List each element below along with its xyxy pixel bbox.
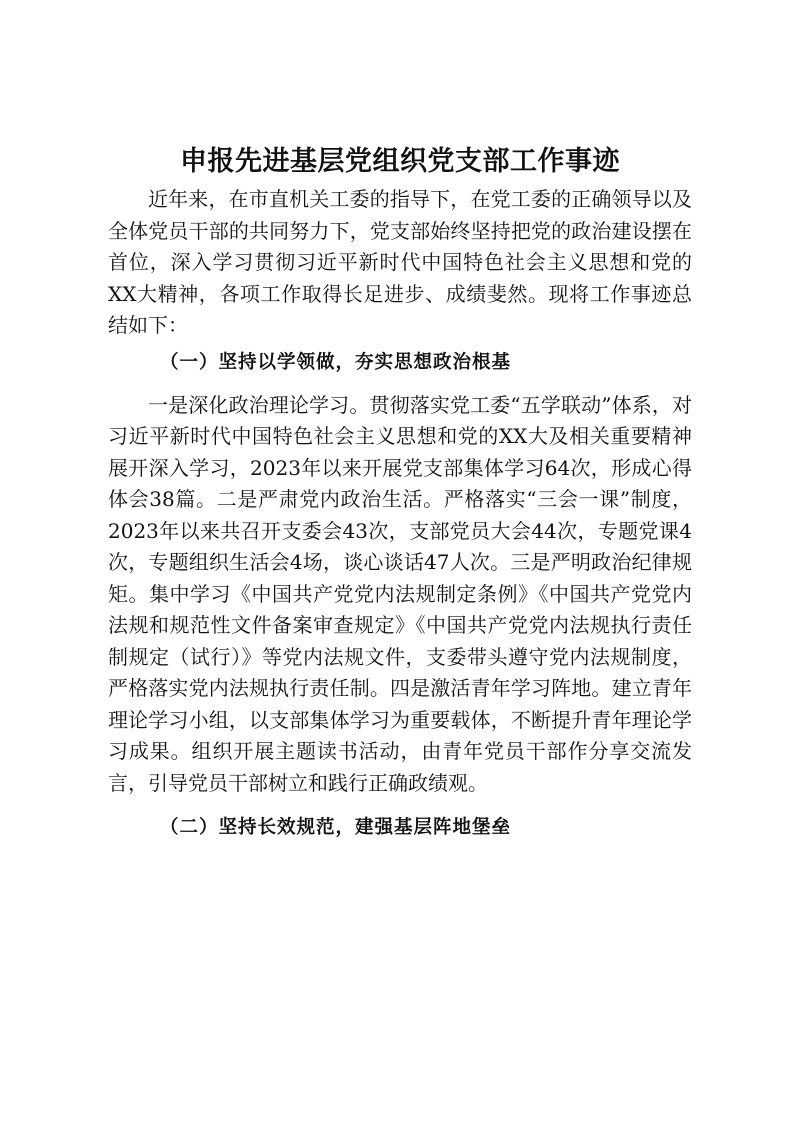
section-2-heading: （二）坚持长效规范，建强基层阵地堡垒 bbox=[160, 817, 512, 838]
document-title: 申报先进基层党组织党支部工作事迹 bbox=[180, 146, 620, 177]
section-1-body: 一是深化政治理论学习。贯彻落实党工委“五学联动”体系，对习近平新时代中国特色社会主义思想和党的XX大及相关重要精神展开深入学习，2023年以来开展党支部集体学习64次，形成心得体会38篇。二是严肃党内政治生活。严格落实“三会一课”制度，2023年以来共召开支委会43次，支部党员大会44次，专题党课4次，专题组织生活会4场，谈心谈话47人次。三是严明政治纪律规矩。集中学习《中国共产党党内法规制定条例》《中国共产党党内法规和规范性文件备案审查规定》《中国共产党党内法规执行责任制规定（试行）》等党内法规文件，支委带头遵守党内法规制度，严格落实党内法规执行责任制。四是激活青年学习阵地。建立青年理论学习小组，以支部集体学习为重要载体，不断提升青年理论学习成果。组织开展主题读书活动，由青年党员干部作分享交流发言，引导党员干部树立和践行正确政绩观。 bbox=[108, 392, 692, 795]
intro-paragraph: 近年来，在市直机关工委的指导下，在党工委的正确领导以及全体党员干部的共同努力下，党支部始终坚持把党的政治建设摆在首位，深入学习贯彻习近平新时代中国特色社会主义思想和党的XX大精神，各项工作取得长足进步、成绩斐然。现将工作事迹总结如下： bbox=[108, 187, 692, 337]
document-page bbox=[108, 142, 692, 855]
section-1-heading: （一）坚持以学领做，夯实思想政治根基 bbox=[160, 351, 512, 373]
